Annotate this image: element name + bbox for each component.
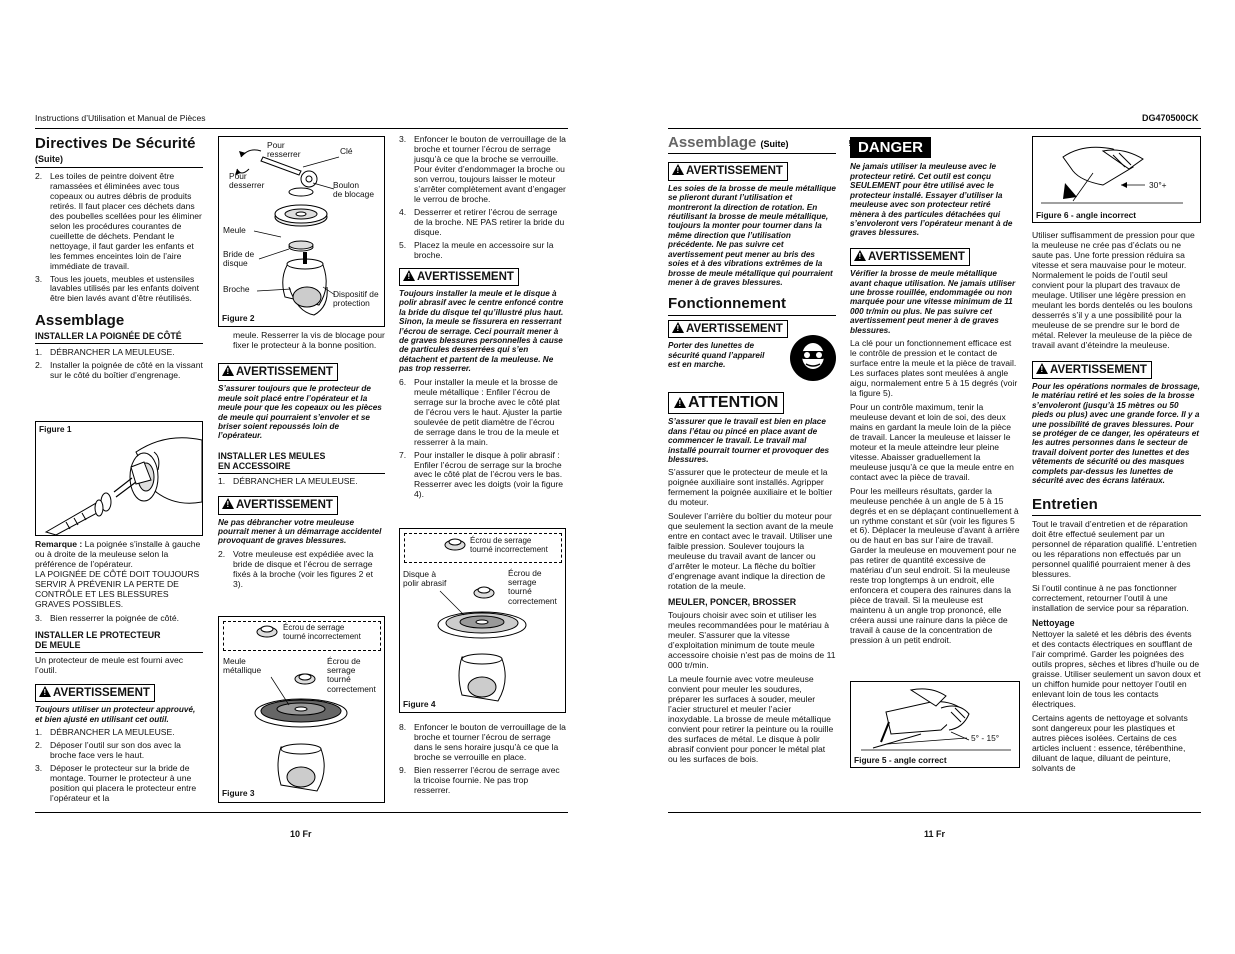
warning-icon xyxy=(39,686,51,697)
attention-badge: !ATTENTION xyxy=(668,392,784,415)
warning-text: Vérifier la brosse de meule métallique avant chaque utilisation. Ne jamais utiliser une brosse rouillée, endommagée ou non marquée pour une vitesse minimum de 11 000 tr/min ou plus. Ne pas suivre cet avertissement peut mener à de graves blessures. xyxy=(850,269,1016,335)
meules-steps-top xyxy=(399,135,566,261)
warning-badge: !AVERTISSEMENT xyxy=(668,162,788,180)
directives-list xyxy=(35,172,203,305)
list-item: 9. Bien resserrer l’écrou de serrage avec la tricoise fournie. Ne pas trop resserrer. xyxy=(399,764,560,795)
protecteur-steps xyxy=(35,728,203,804)
section-title-directives: Directives De Sécurité xyxy=(35,135,196,152)
warning-icon xyxy=(403,270,415,281)
column-6 xyxy=(1032,231,1201,777)
paragraph: Pour les meilleurs résultats, garder la meuleuse penchée à un angle de 5 à 15 degrés et en se déplaçant continuellement à un rythme constant et sûr (voir les figures 5 et 6). Déplacer la meuleuse d’avant à arrière ou de haut en bas sur l’aire de travail. Garder la meuleuse en mouvement pour ne pas retirer de quantité excessive de matériau d’un seul endroit. Si la meuleuse reste trop longtemps à un endroit, elle enfoncera et coupera des rainures dans la pièce de travail. Si la meuleuse est maintenu à un angle trop prononcé, elle créera aussi une rainure dans la pièce de travail à cause de la concentration de pression à un petit endroit. xyxy=(850,485,1020,646)
figure-5 xyxy=(850,681,1020,768)
list-item: 8. Enfoncer le bouton de verrouillage de la broche et tourner l’écrou de serrage dans le sens horaire jusqu’à ce que la broche se verrouille en place. xyxy=(399,722,566,762)
warning-icon xyxy=(854,250,866,261)
abrasive-disc-illustration xyxy=(400,529,565,712)
list-item: 2. Les toiles de peintre doivent être ramassées et éliminées avec tous copeaux ou autres débris de produits retirés. Il faut placer ces déchets dans des poubelles scellées pour les éliminer selon les procédures courantes de cueillette de déchets. Pendant le nettoyage, il faut garder les enfants et les femmes enceintes loin de l’aire immédiate de travail. xyxy=(35,170,202,271)
warning-badge: !AVERTISSEMENT xyxy=(218,363,338,381)
label-bride: Bride de disque xyxy=(223,249,255,269)
heading-protecteur: INSTALLER LE PROTECTEUR DE MEULE xyxy=(35,629,161,650)
figure-3 xyxy=(218,616,385,803)
section-title-assemblage-suite: Assemblage (Suite) xyxy=(668,134,836,154)
warning-text: Toujours installer la meule et le disque à polir abrasif avec le centre enfoncé contre la bride du disque tel qu’illustré plus haut. Sinon, la meule se fissurera en resserrant l’écrou de serrage. Ceci pourrait mener à de graves blessures personnelles à cause de particules desserrées qui s’en détachent et partent de la meuleuse. Ne pas trop resserrer. xyxy=(399,288,564,374)
section-title-entretien: Entretien xyxy=(1032,496,1201,516)
column-1-lower xyxy=(35,540,203,807)
footer-rule-right xyxy=(668,812,1201,813)
figure-caption: Figure 6 - angle incorrect xyxy=(1036,210,1137,220)
section-title-assemblage: Assemblage xyxy=(35,312,125,330)
column-3-lower xyxy=(399,723,566,799)
page-number-left: 10 Fr xyxy=(290,829,312,839)
danger-badge: DANGER xyxy=(850,137,931,158)
header-right: DG470500CK xyxy=(1142,113,1199,123)
label-disque: Disque à polir abrasif xyxy=(403,569,447,589)
column-2 xyxy=(218,331,385,593)
list-item: 6. Pour installer la meule et la brosse de meule métallique : Enfiler l’écrou de serrage sur la broche avec le côté plat de l’écrou vers le haut. Ajuster la partie soulevée de petit diamètre de l’écrou de serrage dans le trou de la meule et resserrer à la main. xyxy=(399,376,563,447)
warning-text: Porter des lunettes de sécurité quand l’appareil est en marche. xyxy=(668,341,765,369)
figure-caption: Figure 5 - angle correct xyxy=(854,755,947,765)
list-item: 1. DÉBRANCHER LA MEULEUSE. xyxy=(218,476,358,487)
heading-meules: INSTALLER LES MEULES EN ACCESSOIRE xyxy=(218,450,326,471)
remarque-text: Remarque : La poignée s’installe à gauche ou à droite de la meuleuse selon la préférence de l’opérateur. LA POIGNÉE DE CÔTÉ DOIT TOUJOURS SERVIR À PRÉVENIR LA PERTE DE CONTRÔLE ET LES BLESSURES GRAVES POSSIBLES. xyxy=(35,539,201,609)
warning-icon xyxy=(672,164,684,175)
grinder-handle-illustration xyxy=(36,422,202,535)
warning-badge: !AVERTISSEMENT xyxy=(1032,361,1152,379)
column-5 xyxy=(850,137,1020,650)
list-item: 2. Déposer l’outil sur son dos avec la broche face vers le haut. xyxy=(35,740,181,761)
warning-badge: !AVERTISSEMENT xyxy=(399,268,519,286)
warning-text: Ne pas débrancher votre meuleuse pourrait mener à un démarrage accidentel provoquant de graves blessures. xyxy=(218,517,382,546)
protecteur-text: Un protecteur de meule est fourni avec l’outil. xyxy=(35,655,184,676)
section-title-fonctionnement: Fonctionnement xyxy=(668,295,836,315)
safety-goggles-icon xyxy=(789,334,837,382)
label-ecrou-incorrect: Écrou de serrage tourné incorrectement xyxy=(283,623,361,641)
figure-4 xyxy=(399,528,566,713)
label-ecrou-correct: Écrou de serrage tourné correctement xyxy=(327,656,376,694)
warning-text: S’assurer toujours que le protecteur de meule soit placé entre l’opérateur et la meule pour que les copeaux ou les pièces de meule qui pourraient s’envoler et se briser soient repoussés loin de l’opérateur. xyxy=(218,384,382,441)
figure-6 xyxy=(1032,136,1201,223)
label-meule: Meule xyxy=(223,225,246,235)
figure-caption: Figure 4 xyxy=(403,699,436,709)
angle-label: 30°+ xyxy=(1149,180,1167,190)
header-left: Instructions d’Utilisation et Manual de Pièces xyxy=(35,113,206,123)
label-dispositif: Dispositif de protection xyxy=(333,289,379,309)
header-rule-left xyxy=(35,128,568,129)
page-number-right: 11 Fr xyxy=(924,829,946,839)
figure-caption: Figure 2 xyxy=(222,313,255,323)
section-subtitle: (Suite) xyxy=(35,154,203,167)
paragraph: Si l’outil continue à ne pas fonctionner correctement, retourner l’outil à une installation de service pour sa réparation. xyxy=(1032,582,1189,613)
angle-label: 5° - 15° xyxy=(971,733,1000,743)
list-item: 3. Tous les jouets, meubles et ustensiles lavables utilisés par les enfants doivent être bien lavés avant d’être réutilisés. xyxy=(35,273,200,304)
poignee-list-cont xyxy=(35,614,203,624)
warning-icon xyxy=(1036,363,1048,374)
label-boulon: Boulon de blocage xyxy=(333,180,374,200)
paragraph: Tout le travail d’entretien et de réparation doit être effectué seulement par un personnel de réparation qualifié. L’entretien ou les réparations non effectués par un personnel qualifié pourraient mener à des blessures. xyxy=(1032,518,1197,579)
paragraph: Toujours choisir avec soin et utiliser les meules recommandées pour le matériau à meuler. S’assurer que la vitesse d’exploitation minimum de toute meule accessoire choisie n’est pas de moins de 11 000 tr/min. xyxy=(668,610,836,671)
meules-steps-mid xyxy=(399,378,566,501)
label-meule-metallique: Meule métallique xyxy=(223,656,262,676)
wire-wheel-illustration xyxy=(219,617,384,802)
list-item: 2. Installer la poignée de côté en la vissant sur le côté du boîtier d’engrenage. xyxy=(35,359,203,380)
poignee-list xyxy=(35,348,203,381)
warning-text: Toujours utiliser un protecteur approuvé, et bien ajusté en utilisant cet outil. xyxy=(35,705,196,724)
warning-icon xyxy=(674,397,686,408)
column-3 xyxy=(399,135,566,503)
paragraph: Nettoyer la saleté et les débris des évents et des contacts électriques en soufflant de l’air comprimé. Garder les poignées des outils propres, sèches et libres d’huile ou de graisse. Utiliser seulement un savon doux et un chiffon humide pour nettoyer l’outil en enlevant loin de tous les contacts électriques. xyxy=(1032,628,1201,709)
meules-list xyxy=(218,477,385,487)
label-broche: Broche xyxy=(223,284,250,294)
label-cle: Clé xyxy=(340,146,353,156)
list-item: 2. Votre meuleuse est expédiée avec la bride de disque et l’écrou de serrage fixés à la broche (voir les figures 2 et 3). xyxy=(218,548,374,589)
paragraph: Pour un contrôle maximum, tenir la meuleuse devant et loin de soi, des deux mains en gardant la meule loin de la pièce de travail. Lancer la meuleuse et laisser le moteur et la meule atteindre leur pleine vitesse. Abaisser graduellement la meuleuse jusqu’à ce que la meule entre en contact avec la pièce de travail. xyxy=(850,401,1014,482)
list-item: 3. Enfoncer le bouton de verrouillage de la broche et tourner l’écrou de serrage jusqu’à ce que la broche se verrouille. Pour éviter d’endommager la broche ou son verrou, toujours laisser le moteur s’arrêter complètement avant d’engager le verrou de broche. xyxy=(399,134,566,204)
warning-badge: !AVERTISSEMENT xyxy=(668,320,788,338)
warning-icon xyxy=(222,498,234,509)
figure-1 xyxy=(35,421,203,536)
warning-badge: !AVERTISSEMENT xyxy=(35,684,155,702)
warning-icon xyxy=(672,322,684,333)
warning-icon xyxy=(222,365,234,376)
paragraph: La clé pour un fonctionnement efficace est le contrôle de pression et le contact de surface entre la meule et la pièce de travail. Les surfaces plates sont meulées à angle aigu, normalement entre 5 à 15 degrés (voir la figure 5). xyxy=(850,338,1018,398)
heading-poignee: INSTALLER LA POIGNÉE DE CÔTÉ xyxy=(35,331,203,344)
warning-badge: !AVERTISSEMENT xyxy=(850,248,970,266)
list-item: 3. Déposer le protecteur sur la bride de montage. Tourner le protecteur à une position qui placera le protecteur entre l’opérateur et la xyxy=(35,763,197,804)
label-pour-resserrer: Pour resserrer xyxy=(267,140,301,160)
warning-badge: !AVERTISSEMENT xyxy=(218,496,338,514)
warning-text: Pour les opérations normales de brossage, le matériau retiré et les soies de la brosse s’envoleront (jusqu’à 15 mètres ou 50 pieds ou plus) avec une grande force. Il y a une possibilité de graves blessures. Pour se protéger de ce danger, les opérateurs et les autres personnes dans le secteur de travail doivent porter des lunettes et des vêtements de sécurité ou des masques complets par-dessus les lunettes de sécurité avec des écrans latéraux. xyxy=(1032,381,1200,486)
paragraph: Soulever l’arrière du boîtier du moteur pour que seulement la section avant de la meule entre en contact avec le travail. Utiliser une faible pression. Soulever toujours la meuleuse du travail avant de lancer ou d’arrêter le moteur. La flèche du boîtier d’engrenage avant indique la direction de rotation de la meule. xyxy=(668,511,834,592)
list-item: 5. Placez la meule en accessoire sur la broche. xyxy=(399,239,554,260)
label-pour-desserrer: Pour desserrer xyxy=(229,171,265,191)
warning-text: Les soies de la brosse de meule métallique se plieront durant l’utilisation et montreront la direction de rotation. En réutilisant la brosse de meule métallique, toujours la monter pour tourner dans la même direction que l’utilisation précédente. Ne pas suivre cet avertissement peut mener au bris des soies et à des vibrations extrêmes de la brosse de meule métallique qui pourraient mener à de graves blessures. xyxy=(668,183,836,287)
list-item: 7. Pour installer le disque à polir abrasif : Enfiler l’écrou de serrage sur la broche avec le côté plat de l’écrou vers le bas. Resserrer avec les doigts (voir la figure 4). xyxy=(399,449,564,500)
list-item: 1. DÉBRANCHER LA MEULEUSE. xyxy=(35,727,175,738)
list-item: 3. Bien resserrer la poignée de côté. xyxy=(35,612,179,623)
column-4 xyxy=(668,134,836,769)
list-item: 4. Desserrer et retirer l’écrou de serrage de la broche. NE PAS retirer la bride du disque. xyxy=(399,206,565,237)
list-item: 1. DÉBRANCHER LA MEULEUSE. xyxy=(35,347,175,358)
figure-caption: Figure 3 xyxy=(222,788,255,798)
label-ecrou-incorrect: Écrou de serrage tourné incorrectement xyxy=(470,536,548,554)
heading-nettoyage: Nettoyage xyxy=(1032,617,1075,628)
meules-list-cont xyxy=(218,550,385,590)
paragraph: S’assurer que le protecteur de meule et la poignée auxiliaire sont installés. Agripper fermement la poignée auxiliaire et le boîtier du moteur. xyxy=(668,467,833,508)
footer-rule-left xyxy=(35,812,568,813)
header-rule-right xyxy=(668,128,1201,129)
column-1 xyxy=(35,135,203,384)
label-ecrou-correct: Écrou de serrage tourné correctement xyxy=(508,568,557,606)
meules-steps-bottom xyxy=(399,723,566,796)
paragraph: La meule fournie avec votre meuleuse convient pour meuler les soudures, préparer les surfaces à souder, meuler l’acier structurel et meuler l’acier inoxydable. La brosse de meule métallique convient pour retirer la peinture ou la rouille des surfaces de métal. Le disque à polir abrasif convient pour poncer le métal plat ou les surfaces de bois. xyxy=(668,674,834,764)
danger-text: Ne jamais utiliser la meuleuse avec le protecteur retiré. Cet outil est conçu SEULEMENT pour être utilisé avec le protecteur installé. Essayer d’utiliser la meuleuse avec son protecteur retiré mènera à des particules détachées qui s’envoleront vers l’opérateur menant à de graves blessures. xyxy=(850,162,1013,238)
heading-meuler: MEULER, PONCER, BROSSER xyxy=(668,597,797,608)
paragraph: Utiliser suffisamment de pression pour que la meuleuse ne crée pas d’éclats ou ne saute pas. Une forte pression réduira sa vitesse et sera mauvaise pour le moteur. Normalement le poids de l’outil seul convient pour la plupart des travaux de meulage. Utiliser une légère pression en meulant les bords dentelés ou les boulons desserrés s’il y a une possibilité pour la meuleuse de se prendre sur le bord de métal. Relever la meuleuse de la pièce de travail avant d’éteindre la meuleuse. xyxy=(1032,230,1195,350)
continued-text: meule. Resserrer la vis de blocage pour fixer le protecteur à la bonne position. xyxy=(233,330,385,350)
attention-text: S’assurer que le travail est bien en place dans l’étau ou pincé en place avant de commencer le travail. Le travail mal installé pourrait tourner et provoquer des blessures. xyxy=(668,417,830,464)
figure-2 xyxy=(218,136,385,327)
figure-caption: Figure 1 xyxy=(39,424,72,434)
paragraph: Certains agents de nettoyage et solvants sont dangereux pour les plastiques et autres pièces isolées. Certains de ces articles incluent : essence, térébenthine, diluant de laque, diluant de peinture, solvants de xyxy=(1032,712,1188,773)
